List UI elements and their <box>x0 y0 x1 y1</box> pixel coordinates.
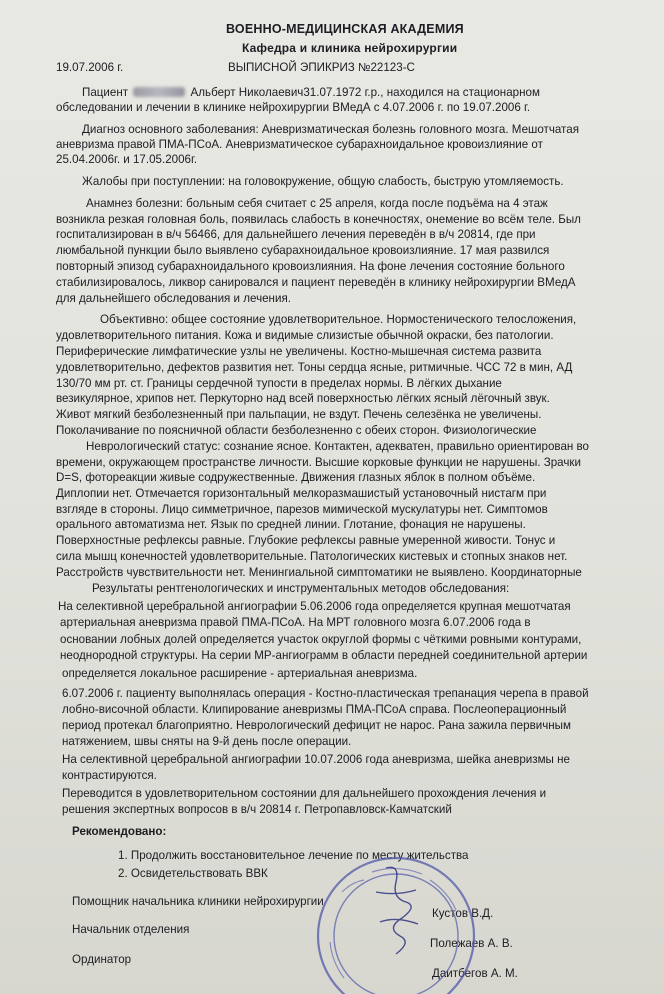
body-line: возникла резкая головная боль, появилась слабость в конечностях, онемение во всём теле. Был <box>56 213 581 226</box>
body-line: Периферические лимфатические узлы не увеличены. Костно-мышечная система развита <box>56 345 542 358</box>
body-line: На селективной церебральной ангиографии 5.06.2006 года определяется крупная мешотчатая <box>58 600 571 613</box>
document-title: ВЫПИСНОЙ ЭПИКРИЗ №22123-С <box>228 61 415 74</box>
body-line: Живот мягкий безболезненный при пальпации, не вздут. Печень селезёнка не увеличены. <box>56 408 542 421</box>
body-line: артериальная аневризма правой ПМА-ПСоА. На МРТ головного мозга 6.07.2006 года в <box>60 616 531 629</box>
patient-details: Альберт Николаевич31.07.1972 г.р., находился на стационарном <box>190 86 540 99</box>
body-line: Жалобы при поступлении: на головокружение, общую слабость, быструю утомляемость. <box>82 175 564 188</box>
body-line: сила мышц конечностей удовлетворительные. Патологических кистевых и стопных знаков нет. <box>56 550 568 563</box>
body-line: люмбальной пункции было выявлено субарахноидальное кровоизлияние. 17 мая развился <box>56 244 550 257</box>
body-line: Диплопии нет. Отмечается горизонтальный мелкоразмашистый установочный нистагм при <box>56 487 547 500</box>
body-line: Анамнез болезни: больным себя считает с 25 апреля, когда после подъёма на 4 этаж <box>86 197 548 210</box>
body-line: решения экспертных вопросов в в/ч 20814 г. Петропавловск-Камчатский <box>62 803 452 816</box>
patient-label: Пациент <box>82 86 129 99</box>
resident-name: Даитбегов А. М. <box>432 967 518 980</box>
department-title: Кафедра и клиника нейрохирургии <box>242 41 458 55</box>
resident-label: Ординатор <box>72 953 132 966</box>
body-line: удовлетворительно, дефектов развития нет. Тоны сердца ясные, ритмичные. ЧСС 72 в мин, АД <box>56 361 573 374</box>
redacted-surname <box>133 87 185 97</box>
body-line: для дальнейшего обследования и лечения. <box>56 292 291 305</box>
signature-scribble <box>366 862 436 962</box>
body-line: D=S, фотореакции живые содружественные. Движения глазных яблок в полном объёме. <box>56 471 536 484</box>
body-line: лобно-височной области. Клипирование аневризмы ПМА-ПСоА справа. Послеоперационный <box>62 703 567 716</box>
head-name: Полежаев А. В. <box>430 937 513 950</box>
body-line: 6.07.2006 г. пациенту выполнялась операция - Костно-пластическая трепанация черепа в правой <box>62 687 589 700</box>
body-line: контрастируются. <box>62 769 157 782</box>
body-line: удовлетворительного питания. Кожа и видимые слизистые обычной окраски, без патологии. <box>56 329 554 342</box>
body-line: госпитализирован в в/ч 56466, для дальнейшего лечения переведён в в/ч 20814, где при <box>56 228 536 241</box>
body-line: Расстройств чувствительности нет. Менингиальной симптоматики не выявлено. Координаторные <box>56 566 582 579</box>
body-line: времени, окружающем пространстве личности. Высшие корковые функции не нарушены. Зрачки <box>56 456 581 469</box>
assistant-name: Кустов В.Д. <box>432 907 494 920</box>
body-line: повторный эпизод субарахноидального кровоизлияния. На фоне лечения состояние больного <box>56 260 565 273</box>
body-line: 25.04.2006г. и 17.05.2006г. <box>56 153 198 166</box>
body-line: основании лобных долей определяется участок округлой формы с чёткими ровными контурами, <box>60 633 582 646</box>
recommend-title: Рекомендовано: <box>72 825 167 838</box>
body-line: Результаты рентгенологических и инструментальных методов обследования: <box>92 582 510 595</box>
body-line: орального автоматизма нет. Язык по средней линии. Глотание, фонация не нарушены. <box>56 518 526 531</box>
body-line: период протекал благоприятно. Неврологический дефицит не нарос. Рана зажила первичным <box>62 719 571 732</box>
body-line: аневризма правой ПМА-ПСоА. Аневризматическое субарахноидальное кровоизлияние от <box>56 138 543 151</box>
body-line: На селективной церебральной ангиографии 10.07.2006 года аневризма, шейка аневризмы не <box>62 753 570 766</box>
body-line: Переводится в удовлетворительном состоянии для дальнейшего прохождения лечения и <box>62 787 547 800</box>
body-line: везикулярное, хрипов нет. Перкуторно над всей поверхностью лёгких ясный лёгочный звук. <box>56 392 550 405</box>
body-line: взгляде в стороны. Лицо симметричное, парезов мимической мускулатуры нет. Симптомов <box>56 503 548 516</box>
body-line: Поколачивание по поясничной области безболезненно с обеих сторон. Физиологические <box>56 424 537 437</box>
body-line: стабилизировалось, ликвор санировался и пациент переведён в клинику нейрохирургии ВМедА <box>56 276 576 289</box>
recommend-item-1: 1. Продолжить восстановительное лечение по месту жительства <box>118 849 469 862</box>
head-label: Начальник отделения <box>72 923 190 936</box>
assistant-label: Помощник начальника клиники нейрохирургии <box>72 895 324 908</box>
body-line: определяется локальное расширение - артериальная аневризма. <box>62 667 418 680</box>
body-line: неоднородной структуры. На серии МР-ангиограмм в области передней соединительной артерии <box>60 649 588 662</box>
body-line: Объективно: общее состояние удовлетворительное. Нормостенического телосложения, <box>100 313 577 326</box>
patient-line <box>82 87 540 99</box>
document-date: 19.07.2006 г. <box>56 61 124 74</box>
body-line: Диагноз основного заболевания: Аневризматическая болезнь головного мозга. Мешотчатая <box>82 123 579 136</box>
recommend-item-2: 2. Освидетельствовать ВВК <box>118 867 268 880</box>
body-line: 130/70 мм рт. ст. Границы сердечной тупости в пределах нормы. В лёгких дыхание <box>56 377 502 390</box>
body-line: натяжением, швы сняты на 9-й день после операции. <box>62 735 352 748</box>
body-line: Поверхностные рефлексы равные. Глубокие рефлексы равные умеренной живости. Тонус и <box>56 534 556 547</box>
body-line: обследовании и лечении в клинике нейрохирургии ВМедА с 4.07.2006 г. по 19.07.2006 г. <box>56 101 531 114</box>
body-line: Неврологический статус: сознание ясное. Контактен, адекватен, правильно ориентирован во <box>86 440 589 453</box>
academy-title: ВОЕННО-МЕДИЦИНСКАЯ АКАДЕМИЯ <box>226 22 464 36</box>
